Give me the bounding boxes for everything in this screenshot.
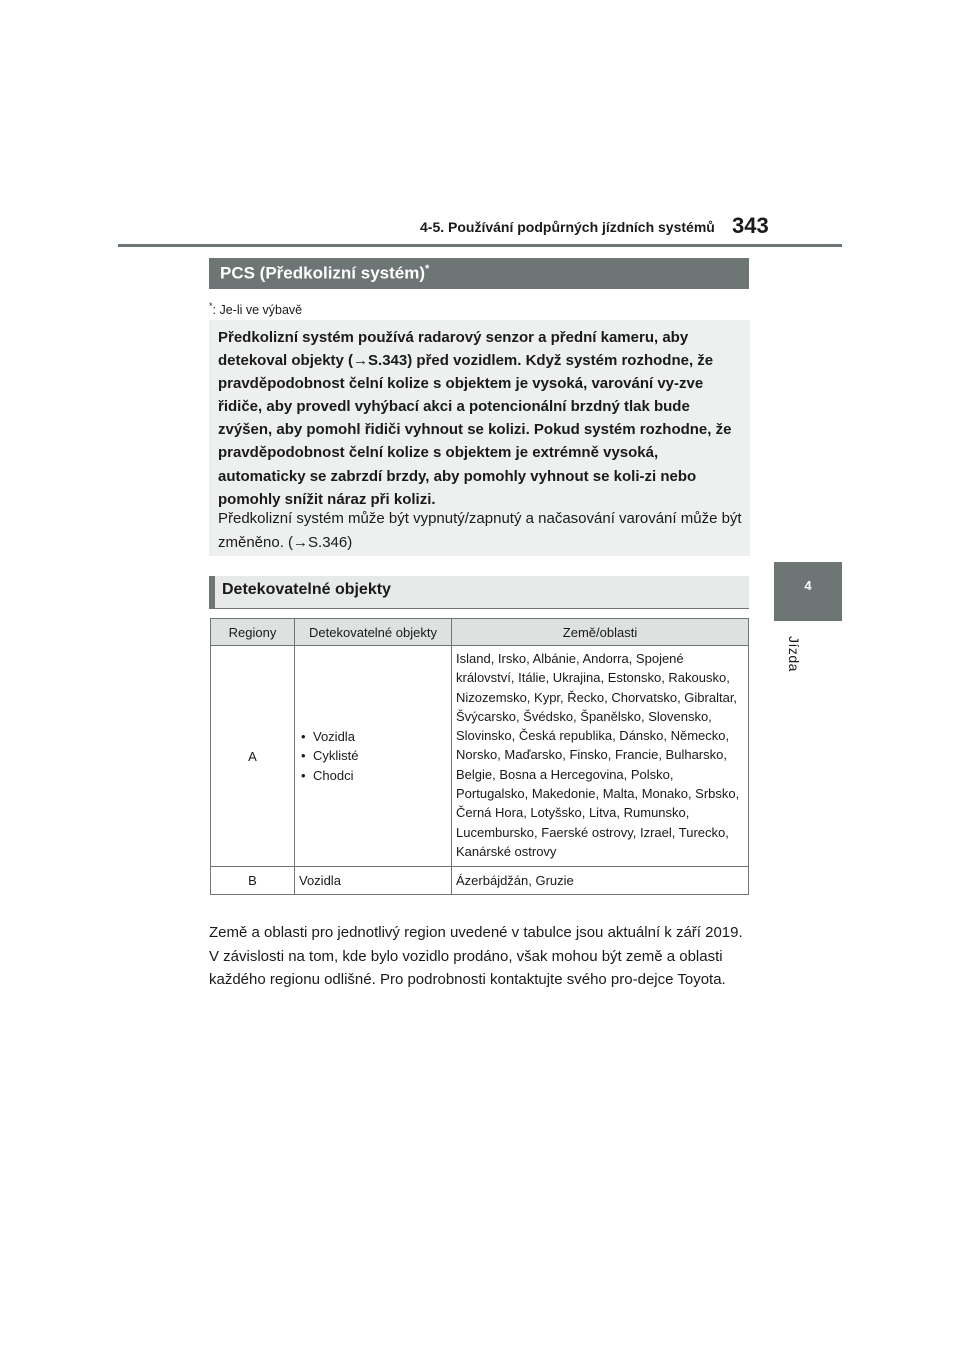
intro-bold-paragraph: Předkolizní systém používá radarový senzor a přední kameru, aby detekoval objekty (→S.343) před vozidlem. Když systém rozhodne, že pravděpodobnost čelní kolize s objektem je vysoká, varování vy-zve řidiče, aby provedl vyhýbací akci a potencionální brzdný tlak bude zvýšen, aby pomohl řidiči vyhnout se kolizi. Pokud systém rozhodne, že pravděpodobnost čelní kolize s objektem je extrémně vysoká, automaticky se zabrzdí brzdy, aby pomohly vyhnout se koli-zi nebo pomohly snížit náraz při kolizi. <box>218 329 732 508</box>
list-item: • Vozidla <box>301 727 447 747</box>
section-title <box>220 263 429 284</box>
list-item: • Chodci <box>301 766 447 786</box>
row-a-object-list <box>299 727 447 786</box>
section-title-text: PCS (Předkolizní systém) <box>220 263 426 283</box>
row-a-region: A <box>211 646 295 867</box>
table-row <box>211 867 749 895</box>
table-header-objects: Detekovatelné objekty <box>295 619 452 646</box>
footnote-mark: * <box>209 301 213 311</box>
table-header-countries: Země/oblasti <box>452 619 749 646</box>
page-number: 343 <box>732 213 769 238</box>
row-b-region: B <box>211 867 295 895</box>
subsection-title: Detekovatelné objekty <box>222 581 391 598</box>
note-paragraph: Země a oblasti pro jednotlivý region uvedené v tabulce jsou aktuální k září 2019. V závislosti na tom, kde bylo vozidlo prodáno, však mohou být země a oblasti každého regionu odlišné. Pro podrobnosti kontaktujte svého pro-dejce Toyota. <box>209 924 743 988</box>
row-a-objects <box>295 646 452 867</box>
subsection-accent <box>209 576 215 608</box>
detectable-objects-table <box>210 618 749 895</box>
table-header-regions: Regiony <box>211 619 295 646</box>
footnote-text: : Je-li ve výbavě <box>212 303 303 318</box>
section-title-mark: * <box>425 263 430 275</box>
chapter-tab-label: Jízda <box>786 636 802 672</box>
chapter-tab-number: 4 <box>804 578 812 593</box>
table-header-row <box>211 619 749 646</box>
intro-paragraph: Předkolizní systém může být vypnutý/zapnutý a načasování varování může být změněno. (→S.346) <box>218 510 742 551</box>
running-header-section: 4-5. Používání podpůrných jízdních systémů <box>420 219 715 235</box>
row-a-countries: Island, Irsko, Albánie, Andorra, Spojené království, Itálie, Ukrajina, Estonsko, Rakousko, Nizozemsko, Kypr, Řecko, Chorvatsko, Gibraltar, Švýcarsko, Švédsko, Španělsko, Slovensko, Slovinsko, Česká republika, Dánsko, Německo, Norsko, Maďarsko, Finsko, Francie, Bulharsko, Belgie, Bosna a Hercegovina, Polsko, Portugalsko, Makedonie, Malta, Monako, Srbsko, Černá Hora, Lotyšsko, Litva, Rumunsko, Lucembursko, Faerské ostrovy, Izrael, Turecko, Kanárské ostrovy <box>452 646 749 867</box>
table-row <box>211 646 749 867</box>
row-b-countries: Ázerbájdžán, Gruzie <box>452 867 749 895</box>
header-rule <box>118 244 842 247</box>
footnote <box>209 301 302 317</box>
subsection-rule <box>209 608 749 609</box>
list-item: • Cyklisté <box>301 746 447 766</box>
row-b-objects: Vozidla <box>295 867 452 895</box>
